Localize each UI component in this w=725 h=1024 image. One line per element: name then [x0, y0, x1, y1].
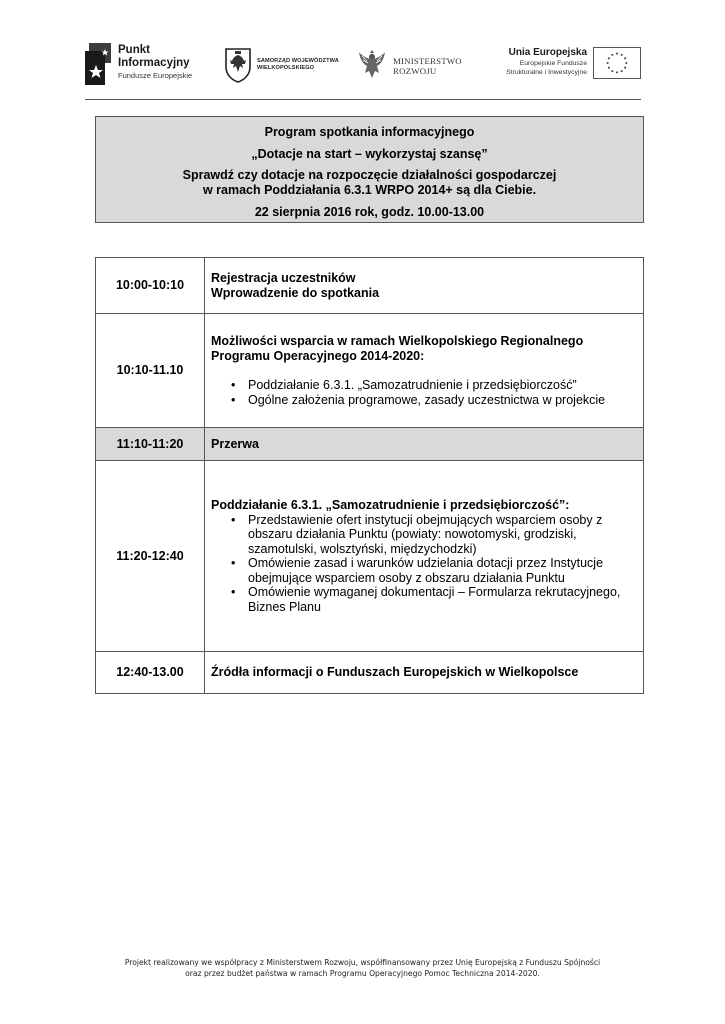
title-line4: w ramach Poddziałania 6.3.1 WRPO 2014+ są dla Ciebie.	[202, 182, 537, 197]
unia-europejska-logo	[489, 47, 641, 83]
agenda-description	[205, 461, 644, 652]
ministerstwo-logo-line2: ROZWOJU	[393, 66, 437, 76]
agenda-item-title: Przerwa	[211, 436, 259, 451]
agenda-row	[96, 652, 644, 694]
agenda-row	[96, 258, 644, 314]
agenda-time: 10:10-11.10	[96, 314, 205, 428]
header-logos	[85, 40, 641, 90]
punkt-informacyjny-star-icon	[85, 43, 111, 85]
samorzad-logo-line1: SAMORZĄD WOJEWÓDZTWA	[257, 58, 339, 64]
title-line3: Sprawdź czy dotacje na rozpoczęcie działalności gospodarczej	[182, 168, 557, 182]
title-line2: „Dotacje na start – wykorzystaj szansę”	[251, 146, 488, 161]
agenda-item-heading: Poddziałanie 6.3.1. „Samozatrudnienie i przedsiębiorczość”:	[211, 498, 570, 512]
eu-flag-icon	[593, 47, 641, 79]
footer-line1: Projekt realizowany we współpracy z Ministerstwem Rozwoju, współfinansowany przez Unię Europejską z Funduszu Spójności	[124, 958, 601, 967]
ue-logo-line1: Unia Europejska	[508, 47, 587, 58]
agenda-time: 10:00-10:10	[96, 258, 205, 314]
agenda-time: 12:40-13.00	[96, 652, 205, 694]
punkt-logo-line3: Fundusze Europejskie	[118, 71, 193, 80]
agenda-time: 11:20-12:40	[96, 461, 205, 652]
agenda-item-title: Źródła informacji o Funduszach Europejskich w Wielkopolsce	[211, 665, 579, 680]
agenda-item-heading: Możliwości wsparcia w ramach Wielkopolskiego Regionalnego Programu Operacyjnego 2014-2020:	[211, 334, 584, 363]
ministerstwo-logo-line1: MINISTERSTWO	[393, 56, 462, 66]
agenda-description	[205, 428, 644, 461]
page-footer	[40, 957, 685, 979]
footer-line2: oraz przez budżet państwa w ramach Programu Operacyjnego Pomoc Techniczna 2014-2020.	[185, 969, 540, 978]
agenda-item-title: Wprowadzenie do spotkania	[211, 285, 380, 300]
agenda-bullet: • Omówienie wymaganej dokumentacji – Formularza rekrutacyjnego, Biznes Planu	[211, 585, 637, 614]
punkt-logo-line2: Informacyjny	[118, 57, 190, 69]
punkt-informacyjny-logo	[85, 43, 205, 87]
title-line1: Program spotkania informacyjnego	[264, 125, 475, 139]
agenda-table	[95, 257, 644, 694]
agenda-row	[96, 461, 644, 652]
agenda-bullet: • Poddziałanie 6.3.1. „Samozatrudnienie i przedsiębiorczość”	[211, 378, 637, 393]
title-date: 22 sierpnia 2016 rok, godz. 10.00-13.00	[254, 205, 485, 219]
agenda-bullet-list	[211, 378, 637, 407]
polish-eagle-icon	[358, 47, 386, 81]
agenda-row	[96, 314, 644, 428]
agenda-bullet: • Omówienie zasad i warunków udzielania dotacji przez Instytucje obejmujące wsparciem osoby z obszaru działania Punktu	[211, 556, 637, 585]
wielkopolska-crest-icon	[224, 47, 252, 83]
agenda-item-title: Rejestracja uczestników	[211, 271, 356, 285]
ue-logo-line3: Strukturalne i Inwestycyjne	[506, 69, 587, 76]
agenda-description	[205, 314, 644, 428]
punkt-logo-line1: Punkt	[118, 44, 150, 56]
title-box	[95, 116, 644, 223]
samorzad-wojewodztwa-logo	[224, 47, 339, 83]
ministerstwo-rozwoju-logo	[358, 47, 468, 83]
samorzad-logo-line2: WIELKOPOLSKIEGO	[257, 64, 315, 71]
header-divider	[85, 99, 641, 100]
agenda-description	[205, 652, 644, 694]
agenda-bullet-list	[211, 513, 637, 615]
ue-logo-line2: Europejskie Fundusze	[519, 60, 587, 67]
agenda-description	[205, 258, 644, 314]
agenda-row	[96, 428, 644, 461]
agenda-time: 11:10-11:20	[96, 428, 205, 461]
agenda-bullet: • Ogólne założenia programowe, zasady uczestnictwa w projekcie	[211, 393, 637, 408]
agenda-bullet: • Przedstawienie ofert instytucji obejmujących wsparciem osoby z obszaru działania Punktu (powiaty: nowotomyski, grodziski, szamotulski, wolsztyński, międzychodzki)	[211, 513, 637, 557]
